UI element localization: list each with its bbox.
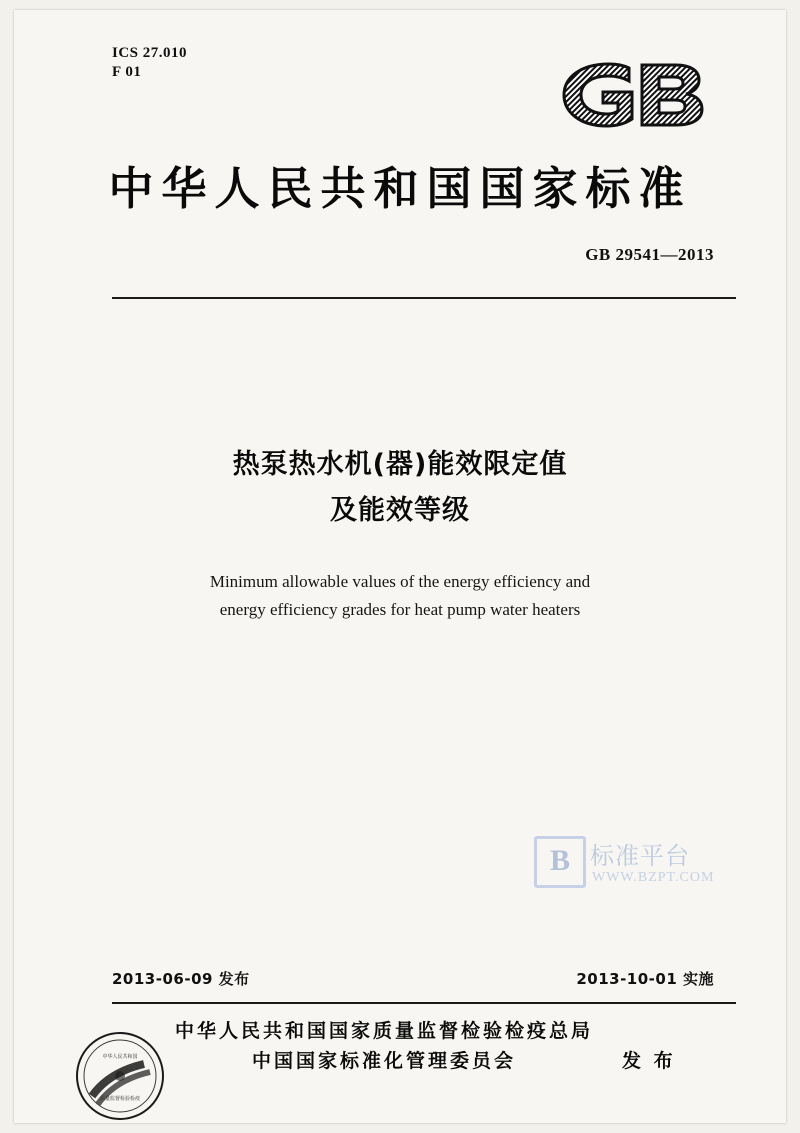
- ics-category: F 01: [112, 64, 142, 80]
- ics-code: ICS 27.010: [112, 45, 188, 61]
- watermark: [534, 834, 774, 904]
- svg-text:中华人民共和国: 中华人民共和国: [102, 1054, 138, 1060]
- footer-divider: [112, 1002, 736, 1004]
- ics-classification-block: [112, 44, 187, 82]
- paper-sheet: [14, 10, 786, 1123]
- document-title-line2: 及能效等级: [330, 495, 470, 526]
- header-divider: [112, 297, 736, 299]
- publish-label: 发 布: [622, 1050, 676, 1072]
- issuing-authority-line2: 中国国家标准化管理委员会: [251, 1050, 516, 1072]
- issue-date: 2013-06-09 发布: [112, 970, 250, 988]
- document-title: [124, 442, 676, 534]
- watermark-brand: 标准平台: [590, 842, 690, 870]
- document-subtitle-line1: Minimum allowable values of the energy efficiency and: [209, 572, 591, 591]
- official-seal-icon: [74, 1030, 166, 1122]
- watermark-url: WWW.BZPT.COM: [592, 870, 715, 885]
- gb-logo-icon: [554, 56, 714, 134]
- standard-number: GB 29541—2013: [585, 245, 714, 264]
- issuing-authority: [164, 1016, 604, 1076]
- document-title-line1: 热泵热水机(器)能效限定值: [232, 449, 568, 480]
- watermark-logo-icon: B: [534, 836, 586, 888]
- svg-text:质量监督检验检疫: 质量监督检验检疫: [99, 1096, 141, 1102]
- document-subtitle: [124, 568, 676, 624]
- effective-date: 2013-10-01 实施: [576, 970, 714, 988]
- issuing-authority-line1: 中华人民共和国国家质量监督检验检疫总局: [174, 1020, 593, 1042]
- document-subtitle-line2: energy efficiency grades for heat pump water heaters: [219, 600, 581, 619]
- page-title: 中华人民共和国国家标准: [108, 162, 692, 215]
